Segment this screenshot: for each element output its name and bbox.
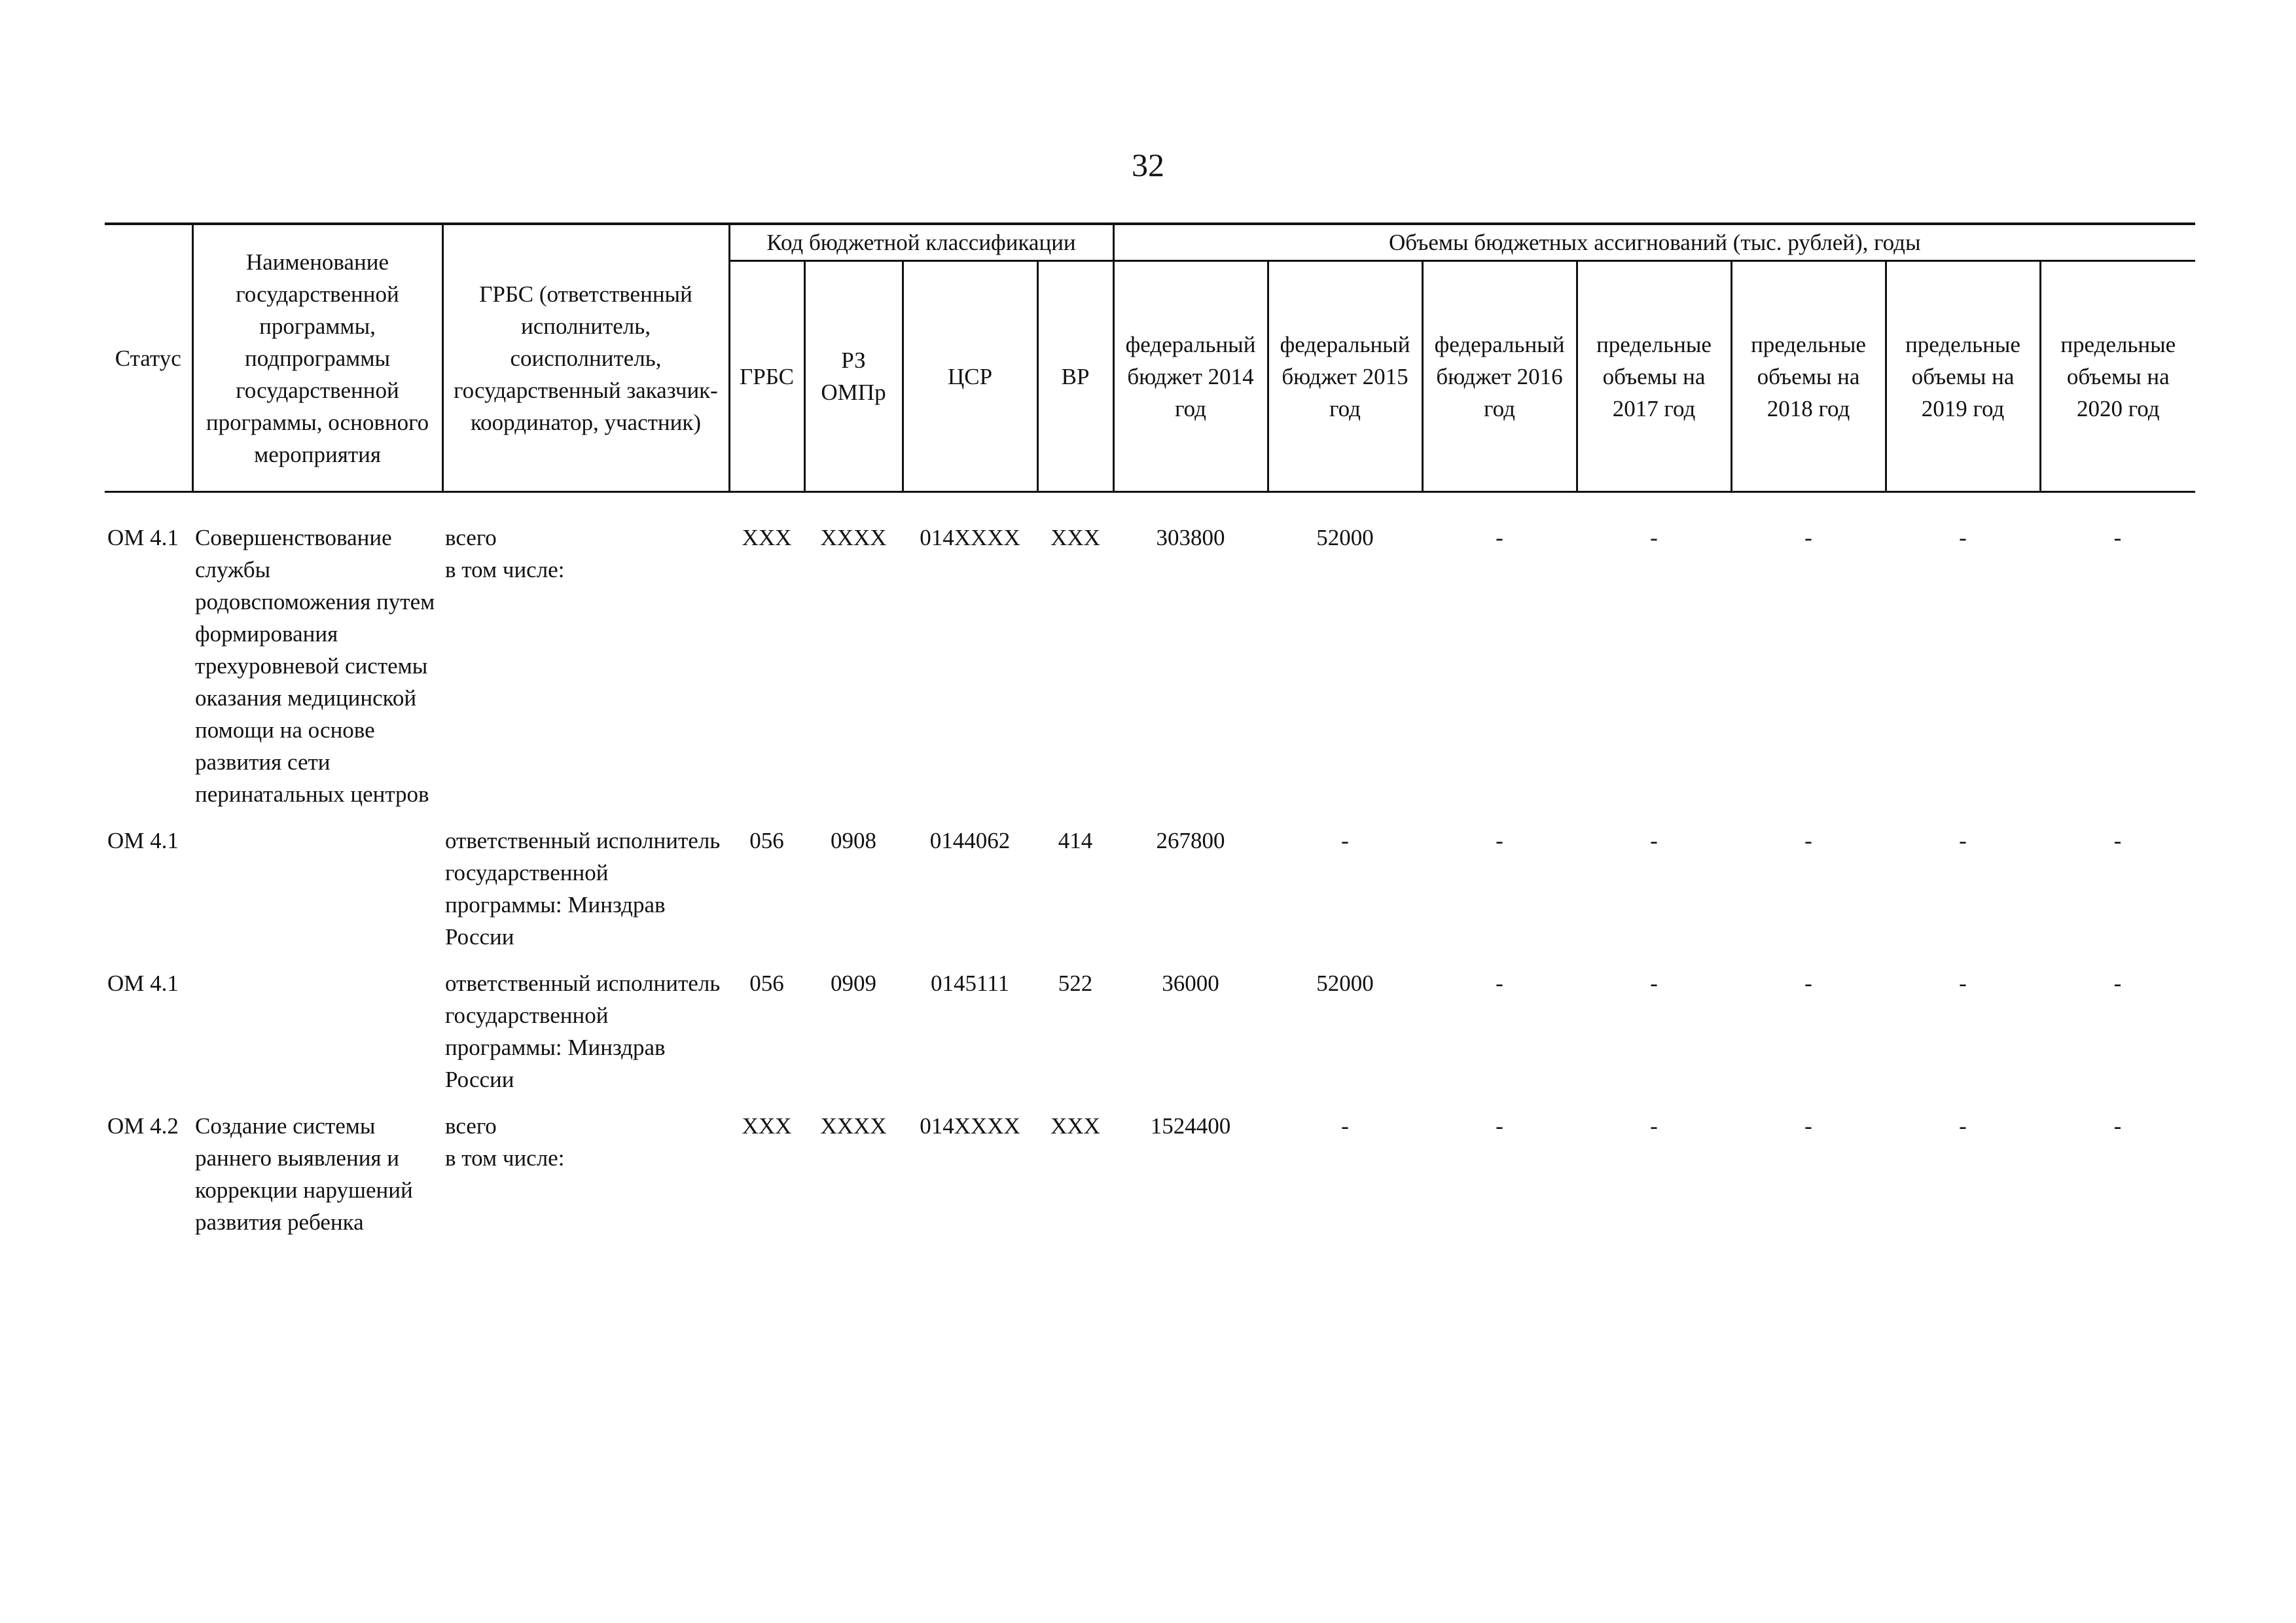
header-grbs-full: ГРБС (ответственный исполнитель, соисполнитель, государственный заказчик-координатор, участник) bbox=[442, 224, 729, 492]
header-volumes-group: Объемы бюджетных ассигнований (тыс. рублей), годы bbox=[1113, 224, 2195, 261]
row-value-2015: - bbox=[1341, 1113, 1349, 1139]
row-grbs-role-line: всего bbox=[445, 1113, 497, 1139]
row-value-2014: 303800 bbox=[1156, 525, 1225, 550]
row-grbs-role: ответственный исполнитель государственной программы: Минздрав России bbox=[445, 828, 721, 950]
row-value-2018: - bbox=[1804, 1113, 1812, 1139]
row-grbs-role: ответственный исполнитель государственной программы: Минздрав России bbox=[445, 971, 721, 1092]
row-program-name: Совершенствование службы родовспоможения путем формирования трехуровневой системы оказания медицинской помощи на основе развития сети перинатальных центров bbox=[195, 525, 435, 807]
header-budget-code-group: Код бюджетной классификации bbox=[729, 224, 1113, 261]
row-value-2018: - bbox=[1804, 525, 1812, 550]
row-vr: 414 bbox=[1058, 828, 1093, 853]
row-status: ОМ 4.1 bbox=[107, 525, 179, 550]
row-grbs-role bbox=[442, 522, 729, 825]
row-vr: XXX bbox=[1050, 1113, 1100, 1139]
table-row bbox=[105, 1110, 2195, 1253]
row-status: ОМ 4.1 bbox=[107, 828, 179, 853]
row-grbs: XXX bbox=[742, 1113, 792, 1139]
row-value-2017: - bbox=[1650, 828, 1658, 853]
row-csr: 0145111 bbox=[931, 971, 1009, 996]
table-row bbox=[105, 967, 2195, 1110]
row-grbs-role-line: в том числе: bbox=[445, 557, 565, 582]
row-csr: 014XXXX bbox=[920, 1113, 1020, 1139]
row-csr: 014XXXX bbox=[920, 525, 1020, 550]
row-value-2020: - bbox=[2113, 828, 2122, 853]
row-value-2019: - bbox=[1959, 971, 1967, 996]
row-value-2016: - bbox=[1496, 971, 1503, 996]
row-value-2017: - bbox=[1650, 971, 1658, 996]
row-value-2015: 52000 bbox=[1316, 971, 1374, 996]
row-program-name: Создание системы раннего выявления и коррекции нарушений развития ребенка bbox=[195, 1113, 413, 1235]
header-year-2018: предельные объемы на 2018 год bbox=[1731, 261, 1886, 492]
header-year-2014: федеральный бюджет 2014 год bbox=[1113, 261, 1268, 492]
row-value-2017: - bbox=[1650, 525, 1658, 550]
row-grbs-role-line: в том числе: bbox=[445, 1145, 565, 1171]
header-program-name: Наименование государственной программы, подпрограммы государственной программы, основного мероприятия bbox=[192, 224, 442, 492]
row-grbs: 056 bbox=[749, 828, 784, 853]
row-value-2018: - bbox=[1804, 828, 1812, 853]
row-value-2019: - bbox=[1959, 1113, 1967, 1139]
row-value-2016: - bbox=[1496, 828, 1503, 853]
row-value-2016: - bbox=[1496, 525, 1503, 550]
header-rzpr: РЗ ОМПр bbox=[804, 261, 903, 492]
row-csr: 0144062 bbox=[929, 828, 1011, 853]
row-value-2014: 1524400 bbox=[1150, 1113, 1231, 1139]
row-grbs-role bbox=[442, 1110, 729, 1253]
row-program-name bbox=[192, 967, 442, 1110]
row-rzpr: 0908 bbox=[831, 828, 876, 853]
row-program-name bbox=[192, 825, 442, 967]
row-rzpr: XXXX bbox=[820, 1113, 887, 1139]
page-number: 32 bbox=[1132, 147, 1164, 183]
row-value-2020: - bbox=[2113, 525, 2122, 550]
row-value-2018: - bbox=[1804, 971, 1812, 996]
row-value-2014: 36000 bbox=[1162, 971, 1219, 996]
row-value-2020: - bbox=[2113, 971, 2122, 996]
row-value-2020: - bbox=[2113, 1113, 2122, 1139]
row-value-2017: - bbox=[1650, 1113, 1658, 1139]
row-grbs-role-line: всего bbox=[445, 525, 497, 550]
header-vr: ВР bbox=[1037, 261, 1113, 492]
row-vr: XXX bbox=[1050, 525, 1100, 550]
budget-allocations-table bbox=[105, 223, 2195, 1253]
row-vr: 522 bbox=[1058, 971, 1093, 996]
table-body bbox=[105, 492, 2195, 1253]
header-spacer bbox=[105, 492, 2195, 522]
row-grbs: 056 bbox=[749, 971, 784, 996]
row-grbs: XXX bbox=[742, 525, 792, 550]
table-row bbox=[105, 522, 2195, 825]
row-value-2015: - bbox=[1341, 828, 1349, 853]
row-value-2019: - bbox=[1959, 525, 1967, 550]
table-header bbox=[105, 224, 2195, 492]
row-rzpr: 0909 bbox=[831, 971, 876, 996]
row-value-2015: 52000 bbox=[1316, 525, 1374, 550]
header-year-2017: предельные объемы на 2017 год bbox=[1577, 261, 1731, 492]
header-status: Статус bbox=[105, 224, 192, 492]
header-year-2019: предельные объемы на 2019 год bbox=[1886, 261, 2040, 492]
table-row bbox=[105, 825, 2195, 967]
row-status: ОМ 4.2 bbox=[107, 1113, 179, 1139]
header-grbs: ГРБС bbox=[729, 261, 804, 492]
row-rzpr: XXXX bbox=[820, 525, 887, 550]
header-year-2020: предельные объемы на 2020 год bbox=[2040, 261, 2195, 492]
row-status: ОМ 4.1 bbox=[107, 971, 179, 996]
header-csr: ЦСР bbox=[903, 261, 1037, 492]
header-year-2015: федеральный бюджет 2015 год bbox=[1268, 261, 1422, 492]
row-value-2016: - bbox=[1496, 1113, 1503, 1139]
row-value-2014: 267800 bbox=[1156, 828, 1225, 853]
header-year-2016: федеральный бюджет 2016 год bbox=[1422, 261, 1577, 492]
row-value-2019: - bbox=[1959, 828, 1967, 853]
